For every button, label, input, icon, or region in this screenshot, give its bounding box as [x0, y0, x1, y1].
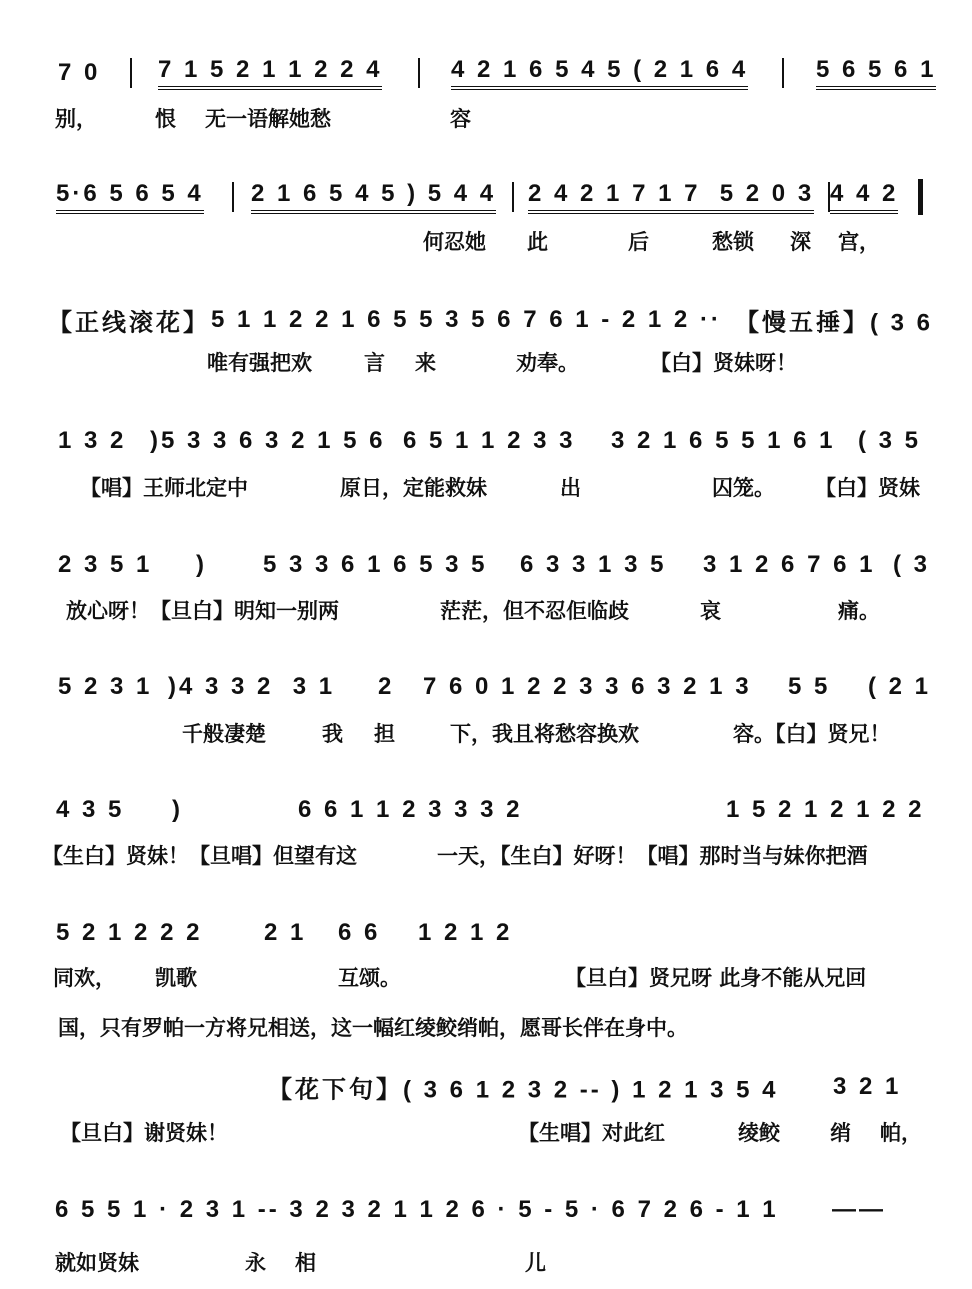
notation-segment: )5 3 3 6 3 2 1 5 6 — [150, 427, 386, 454]
notation-segment: 6 5 1 1 2 3 3 — [403, 427, 576, 454]
notation-segment: 3 1 2 6 7 6 1 — [703, 551, 876, 578]
notation-segment: 3 2 1 — [833, 1073, 902, 1100]
barline — [418, 58, 420, 88]
notation-segment: 4 4 2 — [830, 180, 898, 214]
double-barline — [918, 179, 923, 215]
lyric-segment: 茫茫，但不忍佢临歧 — [440, 599, 629, 623]
lyric-segment: 别， — [55, 107, 97, 131]
notation-segment: 1 3 2 — [58, 427, 127, 454]
notation-segment: 2 — [378, 673, 395, 700]
lyric-segment: 容 — [450, 107, 471, 131]
barline — [782, 58, 784, 88]
lyric-segment: 宫， — [838, 230, 880, 254]
lyric-segment: 此 — [527, 230, 548, 254]
lyric-segment: 互颂。 — [338, 966, 401, 990]
lyric-segment: 恨 — [155, 107, 176, 131]
lyric-segment: 永 — [245, 1251, 266, 1275]
lyric-segment: 绡 — [830, 1121, 851, 1145]
barline — [130, 58, 132, 88]
notation-segment: 【花下句】( 3 6 1 2 3 2 -- ) 1 2 1 3 5 4 — [268, 1076, 779, 1104]
lyric-segment: 言 — [364, 351, 385, 375]
lyric-segment: 【唱】王师北定中 — [80, 476, 248, 500]
barline — [828, 182, 830, 212]
barline — [232, 182, 234, 212]
lyric-segment: 凯歌 — [155, 966, 197, 990]
notation-segment: 3 2 1 6 5 5 1 6 1 — [611, 427, 836, 454]
lyric-segment: 哀 — [700, 599, 721, 623]
lyric-segment: 囚笼。 — [712, 476, 775, 500]
notation-segment: 2 1 — [264, 919, 307, 946]
notation-segment: 4 2 1 6 5 4 5 ( 2 1 6 4 — [451, 56, 748, 90]
lyric-segment: 唯有强把欢 — [207, 351, 312, 375]
notation-segment: 1 2 1 2 — [418, 919, 513, 946]
notation-segment: ) — [196, 551, 207, 578]
notation-segment: 2 3 5 1 — [58, 551, 153, 578]
notation-segment: 7 6 0 1 2 2 3 3 6 3 2 1 3 — [423, 673, 752, 700]
notation-segment: 6 3 3 1 3 5 — [520, 551, 667, 578]
lyric-segment: 愁锁 — [712, 230, 754, 254]
lyric-segment: 相 — [295, 1251, 316, 1275]
lyric-segment: 儿 — [525, 1251, 546, 1275]
notation-segment: 6 5 5 1 · 2 3 1 -- 3 2 3 2 1 1 2 6 · 5 - 5 · 6 7 2 6 - 1 1 — [55, 1196, 779, 1223]
notation-segment: 5 5 — [788, 673, 831, 700]
notation-segment: 2 4 2 1 7 1 7 5 2 0 3 — [528, 180, 814, 214]
notation-segment: 5 2 1 2 2 2 — [56, 919, 203, 946]
notation-segment: 【正线滚花】 — [48, 309, 210, 337]
notation-segment: ( 2 1 — [868, 673, 932, 700]
notation-segment: 【慢五捶】( 3 6 — [735, 309, 934, 337]
lyric-segment: 【旦白】谢贤妹！ — [60, 1121, 228, 1145]
notation-segment: 6 6 — [338, 919, 381, 946]
notation-segment: 5·6 5 6 5 4 — [56, 180, 204, 214]
lyric-segment: 下，我且将愁容换欢 — [450, 722, 639, 746]
notation-segment: 5 3 3 6 1 6 5 3 5 — [263, 551, 488, 578]
notation-segment: 4 3 5 — [56, 796, 125, 823]
lyric-segment: 帕， — [880, 1121, 922, 1145]
lyric-segment: 无一语解她愁 — [205, 107, 331, 131]
notation-segment: 5 2 3 1 — [58, 673, 153, 700]
lyric-segment: 来 — [415, 351, 436, 375]
lyric-segment: 劝奉。 — [516, 351, 579, 375]
lyric-segment: 深 — [790, 230, 811, 254]
lyric-segment: 同欢， — [53, 966, 116, 990]
lyric-segment: 【生白】贤妹！【旦唱】但望有这 — [42, 844, 357, 868]
notation-segment: —— — [832, 1196, 886, 1223]
lyric-segment: 国，只有罗帕一方将兄相送，这一幅红绫鲛绡帕，愿哥长伴在身中。 — [58, 1016, 688, 1040]
lyric-segment: 【白】贤妹呀！ — [650, 351, 797, 375]
lyric-segment: 何忍她 — [423, 230, 486, 254]
lyric-segment: 放心呀！【旦白】明知一别两 — [66, 599, 339, 623]
notation-segment: 7 1 5 2 1 1 2 2 4 — [158, 56, 382, 90]
barline — [512, 182, 514, 212]
lyric-segment: 就如贤妹 — [55, 1251, 139, 1275]
lyric-segment: 出 — [560, 476, 581, 500]
notation-segment: 5 6 5 6 1 — [816, 56, 936, 90]
lyric-segment: 我 — [322, 722, 343, 746]
lyric-segment: 【旦白】贤兄呀 此身不能从兄回 — [565, 966, 867, 990]
lyric-segment: 原日，定能救妹 — [340, 476, 487, 500]
lyric-segment: 容。【白】贤兄！ — [733, 722, 891, 746]
lyric-segment: 后 — [628, 230, 649, 254]
notation-segment: ( 3 5 — [858, 427, 922, 454]
lyric-segment: 绫鲛 — [738, 1121, 780, 1145]
lyric-segment: 千般凄楚 — [182, 722, 266, 746]
notation-segment: ) — [172, 796, 183, 823]
notation-segment: 5 1 1 2 2 1 6 5 5 3 5 6 7 6 1 - 2 1 2 ·· — [211, 306, 722, 333]
notation-segment: )4 3 3 2 3 1 — [168, 673, 336, 700]
notation-segment: 2 1 6 5 4 5 ) 5 4 4 — [251, 180, 496, 214]
notation-segment: 6 6 1 1 2 3 3 3 2 — [298, 796, 523, 823]
notation-segment: 1 5 2 1 2 1 2 2 — [726, 796, 925, 823]
lyric-segment: 【白】贤妹 — [815, 476, 920, 500]
lyric-segment: 【生唱】对此红 — [518, 1121, 665, 1145]
notation-segment: ( 3 — [893, 551, 931, 578]
lyric-segment: 一天，【生白】好呀！【唱】那时当与妹你把酒 — [437, 844, 868, 868]
lyric-segment: 痛。 — [838, 599, 880, 623]
notation-segment: 7 0 — [58, 59, 101, 86]
lyric-segment: 担 — [374, 722, 395, 746]
